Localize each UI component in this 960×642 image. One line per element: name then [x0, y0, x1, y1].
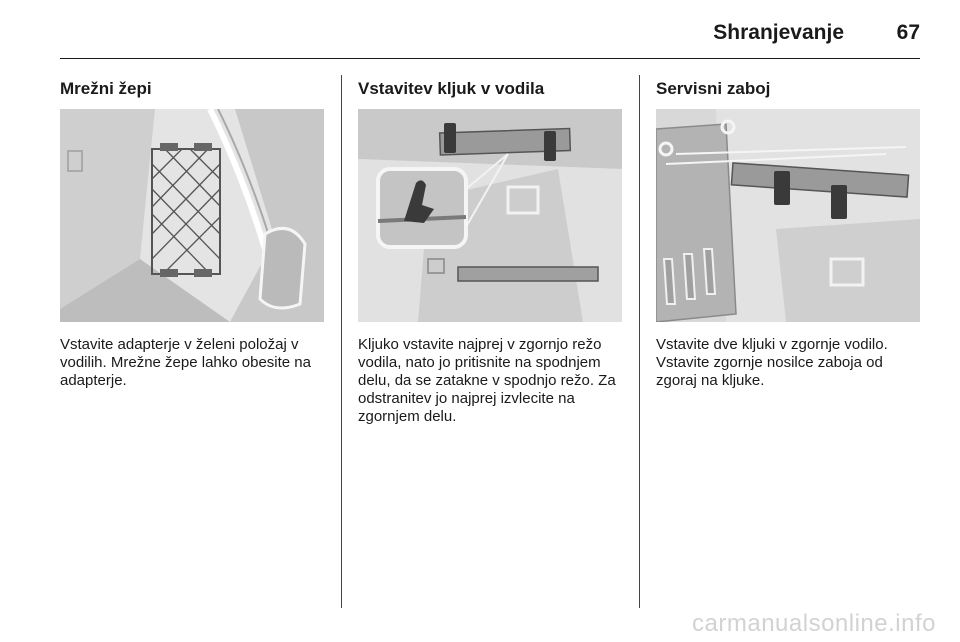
hook-rail-illustration [358, 109, 622, 322]
page-header [60, 14, 920, 59]
column-divider [341, 75, 342, 608]
service-box-illustration [656, 109, 920, 322]
column-title: Mrežni žepi [60, 79, 152, 98]
section-title: Shranjevanje [713, 21, 844, 44]
column-divider [639, 75, 640, 608]
column-text: Vstavite adapterje v želeni položaj v vodilih. Mrežne žepe lahko obesite na adapterje. [60, 336, 311, 389]
column-text: Vstavite dve kljuki v zgornje vodilo. Vstavite zgornje nosilce zaboja od zgoraj na kljuke. [656, 336, 888, 389]
net-pocket-illustration [60, 109, 324, 322]
column-title: Servisni zaboj [656, 79, 771, 98]
column-hooks [358, 75, 624, 426]
column-text: Kljuko vstavite najprej v zgornjo režo vodila, nato jo pritisnite na spodnjem delu, da se zatakne v spodnjo režo. Za odstranitev jo najprej izvlecite na zgornjem delu. [358, 336, 616, 425]
watermark: carmanualsonline.info [692, 610, 936, 637]
page-number: 67 [896, 21, 920, 44]
column-net-pockets [60, 75, 326, 390]
column-title: Vstavitev kljuk v vodila [358, 79, 545, 98]
column-service-box [656, 75, 922, 390]
